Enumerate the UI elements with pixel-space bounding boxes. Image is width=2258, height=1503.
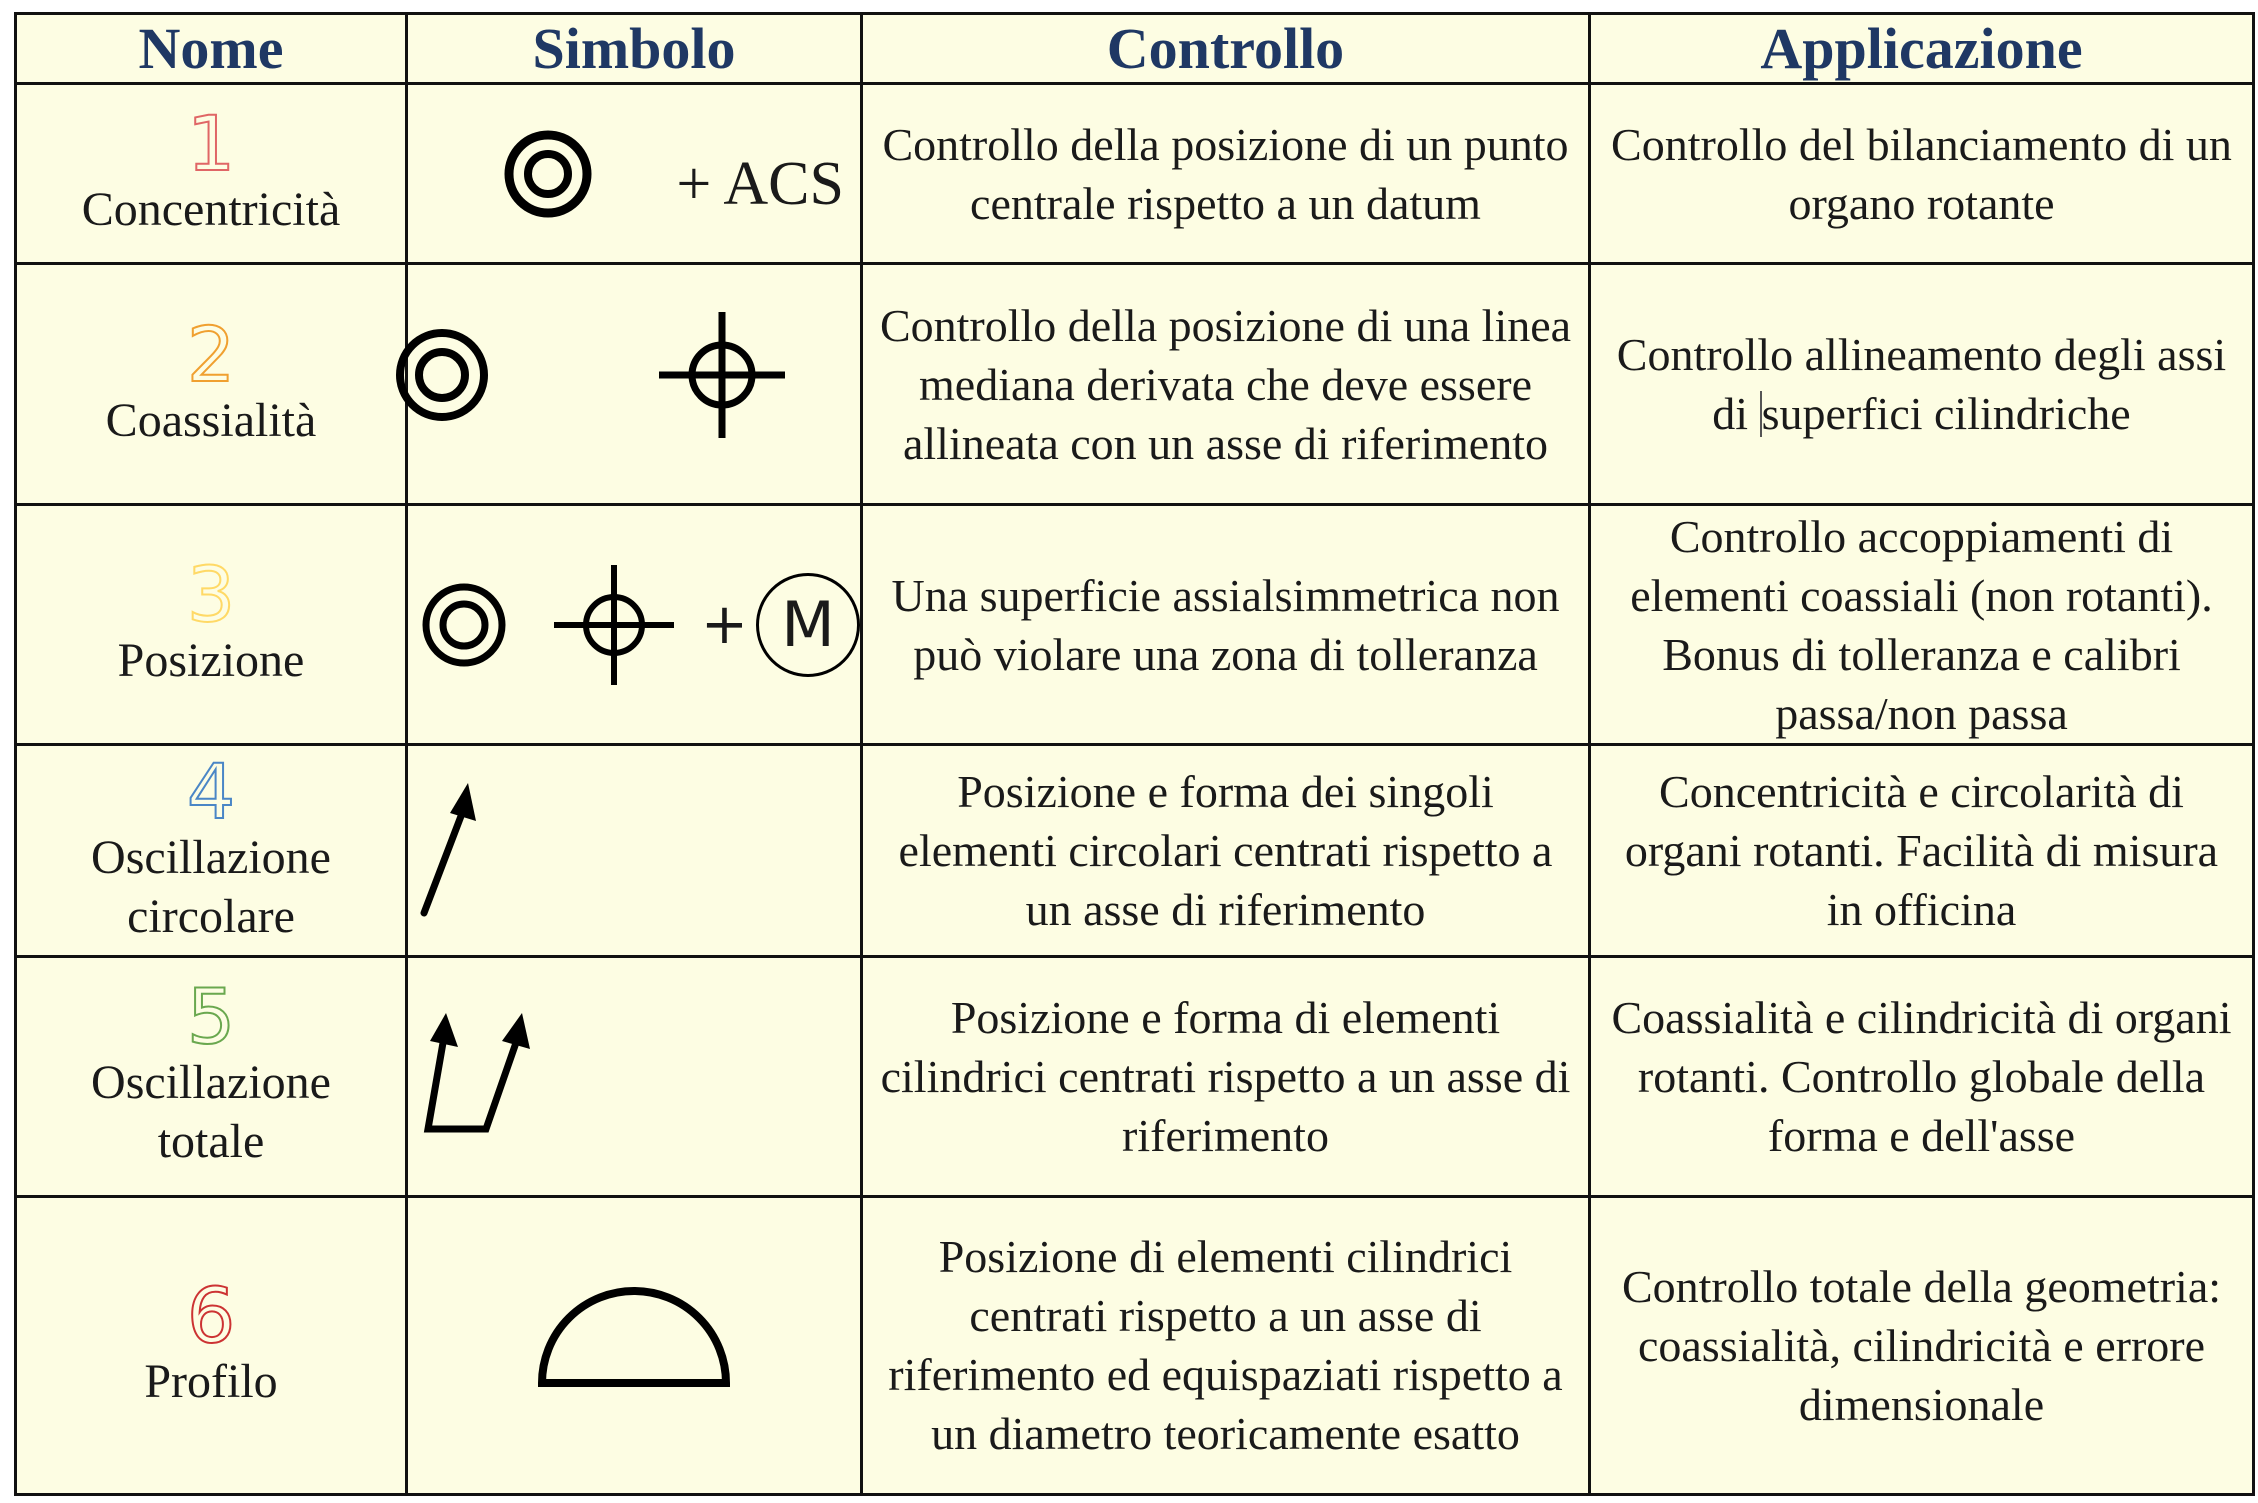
name-cell — [16, 745, 407, 956]
header-row — [16, 14, 2254, 84]
applicazione-cell: Controllo totale della geometria: coassialità, cilindricità e errore dimensionale — [1590, 1196, 2254, 1494]
symbol-cell — [407, 505, 862, 745]
applicazione-cell: Coassialità e cilindricità di organi rotanti. Controllo globale della forma e dell'asse — [1590, 956, 2254, 1196]
concentricity-icon — [421, 582, 507, 668]
circular-runout-icon — [416, 781, 496, 921]
header-controllo: Controllo — [862, 14, 1590, 84]
symbol-cell — [407, 264, 862, 505]
row-number: 4 — [186, 746, 236, 836]
row-number: 3 — [186, 550, 236, 640]
header-applicazione: Applicazione — [1590, 14, 2254, 84]
gdt-table — [14, 12, 2255, 1496]
name-cell — [16, 1196, 407, 1494]
symbol-cell — [407, 1196, 862, 1494]
applicazione-cell: Concentricità e circolarità di organi rotanti. Facilità di misura in officina — [1590, 745, 2254, 956]
applicazione-cell: Controllo del bilanciamento di un organo rotante — [1590, 84, 2254, 264]
row-name-line-2: totale — [157, 1115, 265, 1169]
position-icon — [554, 565, 674, 685]
applicazione-cell — [1590, 264, 2254, 505]
symbol-cell — [407, 84, 862, 264]
total-runout-icon — [422, 1011, 542, 1141]
controllo-cell: Posizione e forma dei singoli elementi circolari centrati rispetto a un asse di riferimento — [862, 745, 1590, 956]
mmc-icon: M — [756, 573, 860, 677]
row-number: 6 — [186, 1270, 236, 1360]
surface-profile-icon — [536, 1285, 732, 1389]
concentricity-icon — [502, 128, 594, 220]
row-number: 1 — [186, 99, 236, 189]
controllo-cell: Una superficie assialsimmetrica non può violare una zona di tolleranza — [862, 505, 1590, 745]
name-cell — [16, 505, 407, 745]
table-row — [16, 505, 2254, 745]
table-row — [16, 956, 2254, 1196]
symbol-cell — [407, 745, 862, 956]
position-icon — [659, 312, 785, 438]
row-number: 5 — [186, 972, 236, 1062]
controllo-cell: Posizione e forma di elementi cilindrici centrati rispetto a un asse di riferimento — [862, 956, 1590, 1196]
row-name: Concentricità — [81, 183, 341, 237]
row-name: Posizione — [117, 634, 305, 688]
row-number: 2 — [186, 309, 236, 399]
header-nome: Nome — [16, 14, 407, 84]
controllo-cell: Controllo della posizione di una linea mediana derivata che deve essere allineata con un asse di riferimento — [862, 264, 1590, 505]
applicazione-cell: Controllo accoppiamenti di elementi coassiali (non rotanti). Bonus di tolleranza e calibri passa/non passa — [1590, 505, 2254, 745]
name-cell — [16, 956, 407, 1196]
row-name-line-1: Oscillazione — [91, 830, 331, 884]
controllo-cell: Controllo della posizione di un punto centrale rispetto a un datum — [862, 84, 1590, 264]
table-row — [16, 745, 2254, 956]
acs-label: + ACS — [676, 150, 844, 219]
applicazione-text-b: superfici cilindriche — [1761, 388, 2131, 440]
symbol-cell — [407, 956, 862, 1196]
table-row — [16, 84, 2254, 264]
row-name-line-1: Oscillazione — [91, 1056, 331, 1110]
row-name: Coassialità — [105, 393, 317, 447]
table-row — [16, 264, 2254, 505]
name-cell — [16, 84, 407, 264]
header-simbolo: Simbolo — [407, 14, 862, 84]
row-name: Profilo — [144, 1354, 278, 1408]
table-row — [16, 1196, 2254, 1494]
concentricity-icon — [394, 327, 490, 423]
row-name-line-2: circolare — [127, 889, 295, 943]
applicazione-text-a: Controllo allineamento degli assi di — [1616, 329, 2227, 440]
plus-sign: + — [701, 592, 748, 658]
controllo-cell: Posizione di elementi cilindrici centrati rispetto a un asse di riferimento ed equispaziati rispetto a un diametro teoricamente esatto — [862, 1196, 1590, 1494]
